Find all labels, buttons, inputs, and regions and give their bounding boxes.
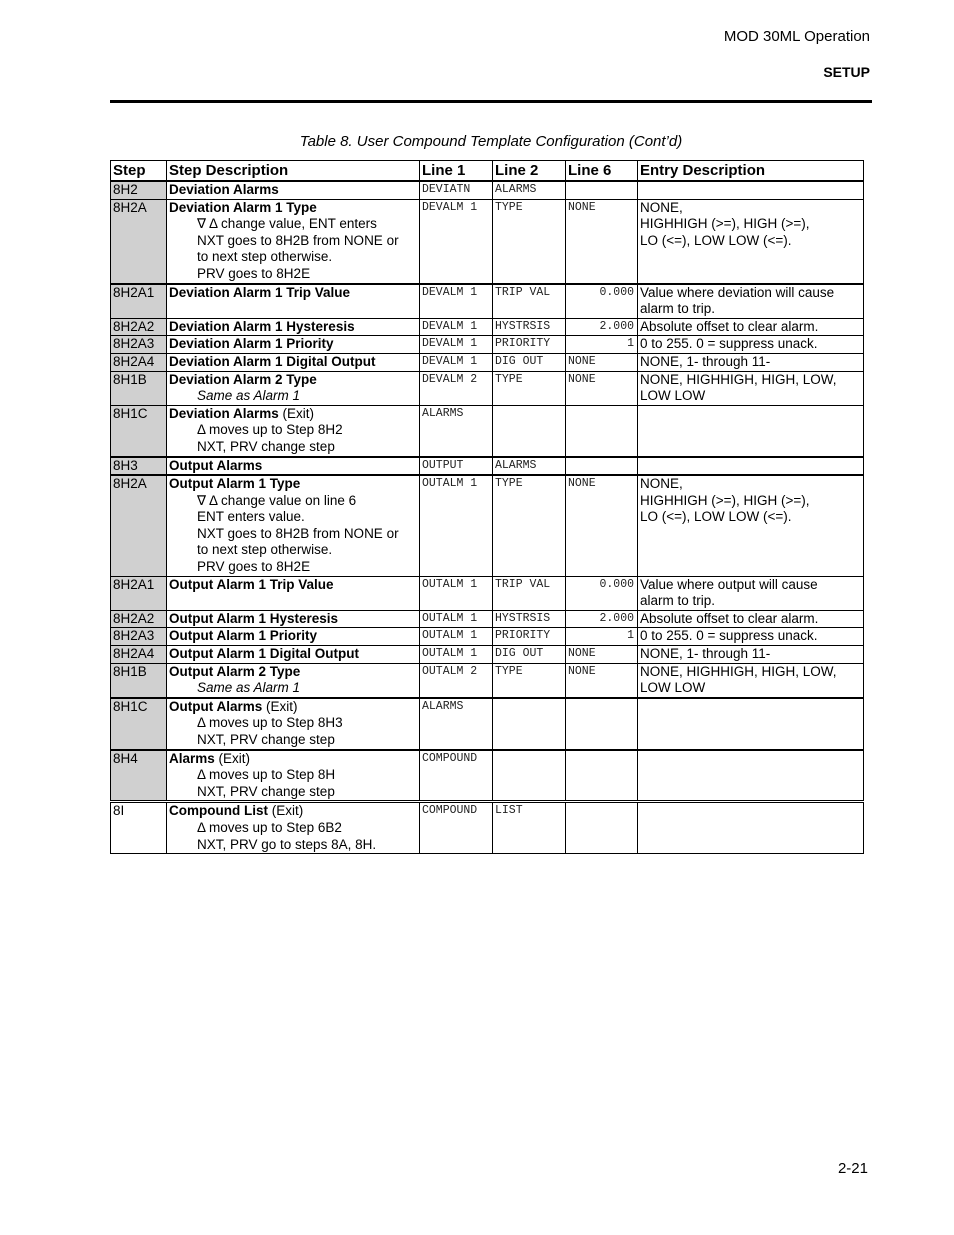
step-title xyxy=(169,611,417,628)
step-description-cell xyxy=(167,405,420,456)
step-description-line: Δ moves up to Step 8H2 xyxy=(197,422,343,438)
step-title xyxy=(169,285,417,302)
line1-cell: COMPOUND xyxy=(420,750,493,802)
entry-description-cell xyxy=(638,646,864,664)
entry-description-cell xyxy=(638,610,864,628)
step-title-text: Output Alarm 1 Priority xyxy=(169,628,318,644)
line2-cell: TYPE xyxy=(493,199,566,283)
table-row xyxy=(111,610,864,628)
step-title-note: (Exit) xyxy=(278,405,315,421)
line6-cell xyxy=(566,405,638,456)
step-description-line: NXT goes to 8H2B from NONE or xyxy=(197,525,399,541)
line6-cell xyxy=(566,457,638,476)
step-description-cell xyxy=(167,457,420,476)
line2-cell: DIG OUT xyxy=(493,353,566,371)
line6-cell: NONE xyxy=(566,663,638,698)
column-header: Step xyxy=(111,161,167,182)
line2-cell: TYPE xyxy=(493,371,566,405)
step-title-text: Output Alarm 1 Hysteresis xyxy=(169,610,339,626)
line1-cell: DEVALM 1 xyxy=(420,284,493,319)
step-cell: 8I xyxy=(111,802,167,854)
step-title xyxy=(169,699,417,716)
line6-cell: NONE xyxy=(566,371,638,405)
step-description-line: NXT, PRV go to steps 8A, 8H. xyxy=(197,836,377,852)
step-title-text: Deviation Alarms xyxy=(169,182,279,197)
entry-description-cell xyxy=(638,576,864,610)
entry-description-line: Absolute offset to clear alarm. xyxy=(640,610,819,626)
step-description-line: to next step otherwise. xyxy=(197,249,333,265)
step-title xyxy=(169,336,417,353)
table-row xyxy=(111,475,864,576)
step-description-line: Same as Alarm 1 xyxy=(197,388,301,404)
line6-cell: NONE xyxy=(566,199,638,283)
step-title xyxy=(169,182,417,199)
entry-description-cell xyxy=(638,628,864,646)
step-cell: 8H2 xyxy=(111,181,167,199)
line2-cell: ALARMS xyxy=(493,181,566,199)
entry-description-line: 0 to 255. 0 = suppress unack. xyxy=(640,336,818,352)
step-title xyxy=(169,664,417,681)
step-title-text: Deviation Alarm 1 Priority xyxy=(169,336,334,352)
step-description-line: NXT, PRV change step xyxy=(197,783,335,799)
step-title xyxy=(169,354,417,371)
line1-cell: OUTALM 1 xyxy=(420,610,493,628)
step-description-cell xyxy=(167,371,420,405)
table-row xyxy=(111,628,864,646)
entry-description-line: NONE, 1- through 11- xyxy=(640,646,771,662)
entry-description-line: alarm to trip. xyxy=(640,593,716,609)
line6-cell: 1 xyxy=(566,628,638,646)
step-title-text: Deviation Alarm 2 Type xyxy=(169,371,317,387)
step-description-cell xyxy=(167,284,420,319)
step-description-line: PRV goes to 8H2E xyxy=(197,559,311,575)
entry-description-line: alarm to trip. xyxy=(640,301,716,317)
step-cell: 8H2A4 xyxy=(111,353,167,371)
step-title xyxy=(169,628,417,645)
line1-cell: DEVALM 1 xyxy=(420,353,493,371)
step-title-text: Deviation Alarm 1 Digital Output xyxy=(169,353,376,369)
step-cell: 8H2A xyxy=(111,199,167,283)
step-description-cell xyxy=(167,181,420,199)
entry-description-cell xyxy=(638,318,864,336)
step-description-cell xyxy=(167,576,420,610)
line2-cell: LIST xyxy=(493,802,566,854)
step-title xyxy=(169,319,417,336)
line1-cell: OUTALM 1 xyxy=(420,628,493,646)
line1-cell: DEVALM 1 xyxy=(420,199,493,283)
entry-description-cell xyxy=(638,336,864,354)
step-title xyxy=(169,200,417,217)
step-cell: 8H2A1 xyxy=(111,284,167,319)
step-description-line: Δ moves up to Step 8H3 xyxy=(197,715,343,731)
entry-description-line: Absolute offset to clear alarm. xyxy=(640,318,819,334)
step-cell: 8H3 xyxy=(111,457,167,476)
step-description-line: Δ moves up to Step 6B2 xyxy=(197,819,342,835)
line2-cell: DIG OUT xyxy=(493,646,566,664)
step-description-cell xyxy=(167,318,420,336)
entry-description-cell xyxy=(638,284,864,319)
entry-description-cell xyxy=(638,405,864,456)
line6-cell: NONE xyxy=(566,646,638,664)
line2-cell: TRIP VAL xyxy=(493,576,566,610)
line2-cell xyxy=(493,750,566,802)
line1-cell: DEVALM 2 xyxy=(420,371,493,405)
step-title xyxy=(169,751,417,768)
step-description-line: to next step otherwise. xyxy=(197,542,333,558)
line2-cell: PRIORITY xyxy=(493,336,566,354)
line1-cell: DEVIATN xyxy=(420,181,493,199)
step-description-cell xyxy=(167,750,420,802)
entry-description-line: HIGHHIGH (>=), HIGH (>=), xyxy=(640,216,810,232)
entry-description-cell xyxy=(638,802,864,854)
line6-cell xyxy=(566,698,638,750)
column-header: Step Description xyxy=(167,161,420,182)
step-description-cell xyxy=(167,610,420,628)
line1-cell: DEVALM 1 xyxy=(420,336,493,354)
table-row xyxy=(111,405,864,456)
step-description-line: NXT goes to 8H2B from NONE or xyxy=(197,232,399,248)
step-title-text: Deviation Alarm 1 Hysteresis xyxy=(169,318,355,334)
entry-description-line: LOW LOW xyxy=(640,680,706,696)
table-row xyxy=(111,284,864,319)
document-title: MOD 30ML Operation xyxy=(723,28,870,45)
step-description-cell xyxy=(167,475,420,576)
line6-cell xyxy=(566,802,638,854)
step-title-text: Compound List xyxy=(169,803,268,819)
table-row xyxy=(111,181,864,199)
step-cell: 8H2A3 xyxy=(111,628,167,646)
step-description-line: NXT, PRV change step xyxy=(197,438,335,454)
column-header: Line 6 xyxy=(566,161,638,182)
step-title-text: Output Alarms xyxy=(169,698,263,714)
table-row xyxy=(111,646,864,664)
step-title xyxy=(169,476,417,493)
step-title-text: Alarms xyxy=(169,750,215,766)
line1-cell: OUTALM 1 xyxy=(420,576,493,610)
step-cell: 8H2A2 xyxy=(111,318,167,336)
table-row xyxy=(111,336,864,354)
column-header: Line 2 xyxy=(493,161,566,182)
table-body xyxy=(111,181,864,854)
table-header-row xyxy=(111,161,864,182)
page-number: 2-21 xyxy=(837,1160,868,1177)
step-cell: 8H2A1 xyxy=(111,576,167,610)
table-row xyxy=(111,698,864,750)
step-cell: 8H2A2 xyxy=(111,610,167,628)
line1-cell: OUTALM 2 xyxy=(420,663,493,698)
column-header: Entry Description xyxy=(638,161,864,182)
line6-cell: NONE xyxy=(566,475,638,576)
entry-description-cell xyxy=(638,199,864,283)
step-cell: 8H4 xyxy=(111,750,167,802)
header-rule xyxy=(110,100,872,103)
step-description-line: NXT, PRV change step xyxy=(197,732,335,747)
entry-description-cell xyxy=(638,371,864,405)
line1-cell: ALARMS xyxy=(420,698,493,750)
line1-cell: DEVALM 1 xyxy=(420,318,493,336)
line2-cell: ALARMS xyxy=(493,457,566,476)
line2-cell: TYPE xyxy=(493,663,566,698)
column-header: Line 1 xyxy=(420,161,493,182)
entry-description-line: NONE, HIGHHIGH, HIGH, LOW, xyxy=(640,663,837,679)
step-cell: 8H2A xyxy=(111,475,167,576)
step-title-text: Output Alarm 1 Type xyxy=(169,476,301,492)
entry-description-cell xyxy=(638,475,864,576)
step-description-cell xyxy=(167,802,420,854)
step-description-line: ∇ Δ change value, ENT enters xyxy=(197,216,377,232)
step-title-text: Output Alarm 1 Digital Output xyxy=(169,646,359,662)
line6-cell xyxy=(566,181,638,199)
entry-description-line: LO (<=), LOW LOW (<=). xyxy=(640,509,792,525)
step-description-cell xyxy=(167,663,420,698)
step-title-text: Output Alarm 2 Type xyxy=(169,663,301,679)
step-description-line: Same as Alarm 1 xyxy=(197,680,301,696)
line1-cell: OUTALM 1 xyxy=(420,646,493,664)
step-title-text: Deviation Alarms xyxy=(169,405,279,421)
step-title xyxy=(169,372,417,389)
entry-description-line: 0 to 255. 0 = suppress unack. xyxy=(640,628,818,644)
step-cell: 8H2A4 xyxy=(111,646,167,664)
step-title-note: (Exit) xyxy=(262,698,298,714)
line6-cell: 2.000 xyxy=(566,610,638,628)
step-cell: 8H1C xyxy=(111,698,167,750)
entry-description-cell xyxy=(638,750,864,802)
table-row xyxy=(111,750,864,802)
line6-cell: 2.000 xyxy=(566,318,638,336)
step-title xyxy=(169,577,417,594)
step-description-line: ENT enters value. xyxy=(197,509,305,525)
line1-cell: OUTALM 1 xyxy=(420,475,493,576)
entry-description-line: NONE, xyxy=(640,476,683,492)
step-title-text: Deviation Alarm 1 Type xyxy=(169,199,317,215)
step-description-cell xyxy=(167,336,420,354)
table-row xyxy=(111,371,864,405)
line2-cell: TYPE xyxy=(493,475,566,576)
table-row xyxy=(111,663,864,698)
line2-cell xyxy=(493,698,566,750)
entry-description-line: LO (<=), LOW LOW (<=). xyxy=(640,232,792,248)
table-row xyxy=(111,318,864,336)
entry-description-line: LOW LOW xyxy=(640,388,706,404)
step-title-note: (Exit) xyxy=(267,803,304,819)
table-caption: Table 8. User Compound Template Configuration (Cont’d) xyxy=(299,133,683,150)
step-title-text: Output Alarms xyxy=(169,457,263,473)
entry-description-line: NONE, xyxy=(640,199,683,215)
entry-description-cell xyxy=(638,181,864,199)
step-title-note: (Exit) xyxy=(214,750,251,766)
line2-cell xyxy=(493,405,566,456)
configuration-table xyxy=(110,160,864,854)
step-description-cell xyxy=(167,199,420,283)
step-title xyxy=(169,458,417,475)
line2-cell: TRIP VAL xyxy=(493,284,566,319)
step-title xyxy=(169,646,417,663)
table-row xyxy=(111,802,864,854)
step-description-cell xyxy=(167,646,420,664)
entry-description-line: NONE, HIGHHIGH, HIGH, LOW, xyxy=(640,371,837,387)
line6-cell xyxy=(566,750,638,802)
line2-cell: PRIORITY xyxy=(493,628,566,646)
line6-cell: 0.000 xyxy=(566,576,638,610)
line1-cell: COMPOUND xyxy=(420,802,493,854)
entry-description-line: Value where output will cause xyxy=(640,576,818,592)
step-description-cell xyxy=(167,628,420,646)
step-title xyxy=(169,406,417,423)
entry-description-cell xyxy=(638,353,864,371)
line6-cell: 0.000 xyxy=(566,284,638,319)
step-description-line: Δ moves up to Step 8H xyxy=(197,767,336,783)
step-description-cell xyxy=(167,353,420,371)
table-row xyxy=(111,199,864,283)
table-row xyxy=(111,353,864,371)
entry-description-cell xyxy=(638,698,864,750)
line6-cell: NONE xyxy=(566,353,638,371)
step-description-cell xyxy=(167,698,420,750)
step-description-line: ∇ Δ change value on line 6 xyxy=(197,492,357,508)
table-row xyxy=(111,576,864,610)
entry-description-cell xyxy=(638,457,864,476)
step-title-text: Output Alarm 1 Trip Value xyxy=(169,576,334,592)
step-title xyxy=(169,803,417,820)
step-cell: 8H2A3 xyxy=(111,336,167,354)
step-cell: 8H1C xyxy=(111,405,167,456)
table-row xyxy=(111,457,864,476)
line2-cell: HYSTRSIS xyxy=(493,318,566,336)
entry-description-line: NONE, 1- through 11- xyxy=(640,353,771,369)
line2-cell: HYSTRSIS xyxy=(493,610,566,628)
entry-description-line: Value where deviation will cause xyxy=(640,284,835,300)
step-title-text: Deviation Alarm 1 Trip Value xyxy=(169,284,351,300)
step-cell: 8H1B xyxy=(111,371,167,405)
line1-cell: OUTPUT xyxy=(420,457,493,476)
step-description-line: PRV goes to 8H2E xyxy=(197,265,311,281)
entry-description-cell xyxy=(638,663,864,698)
step-cell: 8H1B xyxy=(111,663,167,698)
section-label: SETUP xyxy=(823,64,870,80)
entry-description-line: HIGHHIGH (>=), HIGH (>=), xyxy=(640,492,810,508)
line1-cell: ALARMS xyxy=(420,405,493,456)
line6-cell: 1 xyxy=(566,336,638,354)
